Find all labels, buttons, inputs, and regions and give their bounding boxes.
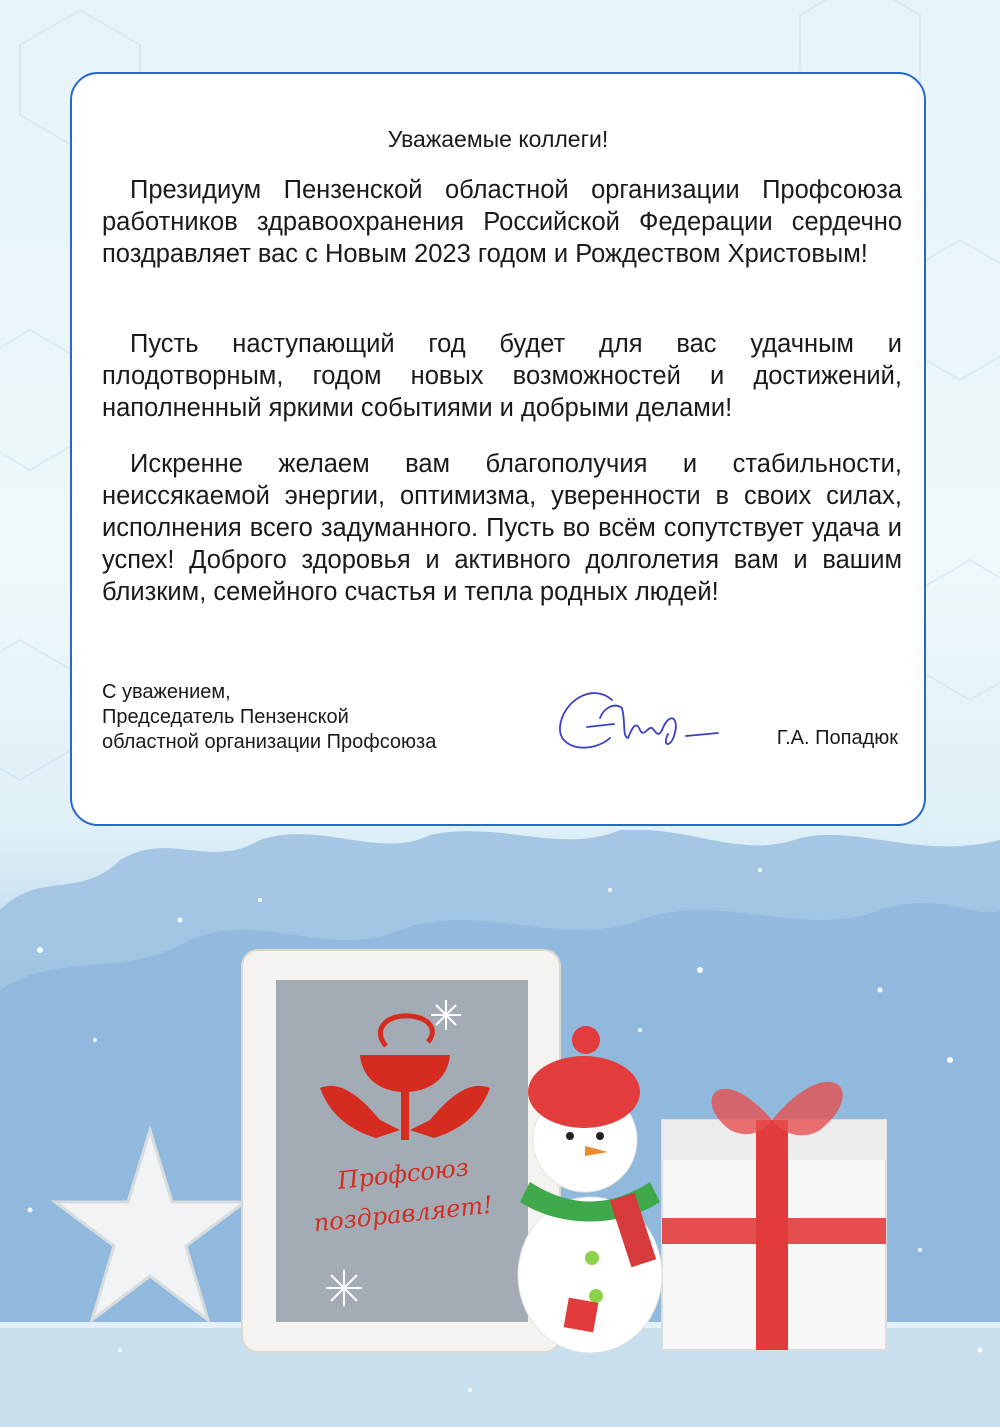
- winter-illustration: [0, 830, 1000, 1427]
- closing-block: [102, 680, 436, 755]
- frame-text-line-2: поздравляет!: [312, 1190, 494, 1238]
- paragraph-3: Искренне желаем вам благополучия и стабильности, неиссякаемой энергии, оптимизма, уверенности в своих силах, исполнения всего задуманного. Пусть во всём сопутствует удача и успех! Доброго здоровья и активного долголетия вам и вашим близким, семейного счастья и тепла родных людей!: [102, 450, 902, 606]
- handwritten-signature: [552, 672, 732, 762]
- closing-line-3: областной организации Профсоюза: [102, 731, 437, 753]
- paragraph-1: Президиум Пензенской областной организации Профсоюза работников здравоохранения Российской Федерации сердечно поздравляет вас с Новым 2023 годом и Рождеством Христовым!: [102, 176, 902, 268]
- signer-name: Г.А. Попадюк: [776, 727, 898, 749]
- letter-card: [70, 72, 926, 826]
- paragraph-2: Пусть наступающий год будет для вас удачным и плодотворным, годом новых возможностей и достижений, наполненный яркими событиями и добрыми делами!: [102, 330, 902, 422]
- frame-text-line-1: Профсоюз: [336, 1153, 471, 1195]
- closing-line-1: С уважением,: [102, 681, 231, 703]
- closing-line-2: Председатель Пензенской: [102, 706, 349, 728]
- letter-greeting: Уважаемые коллеги!: [387, 126, 609, 152]
